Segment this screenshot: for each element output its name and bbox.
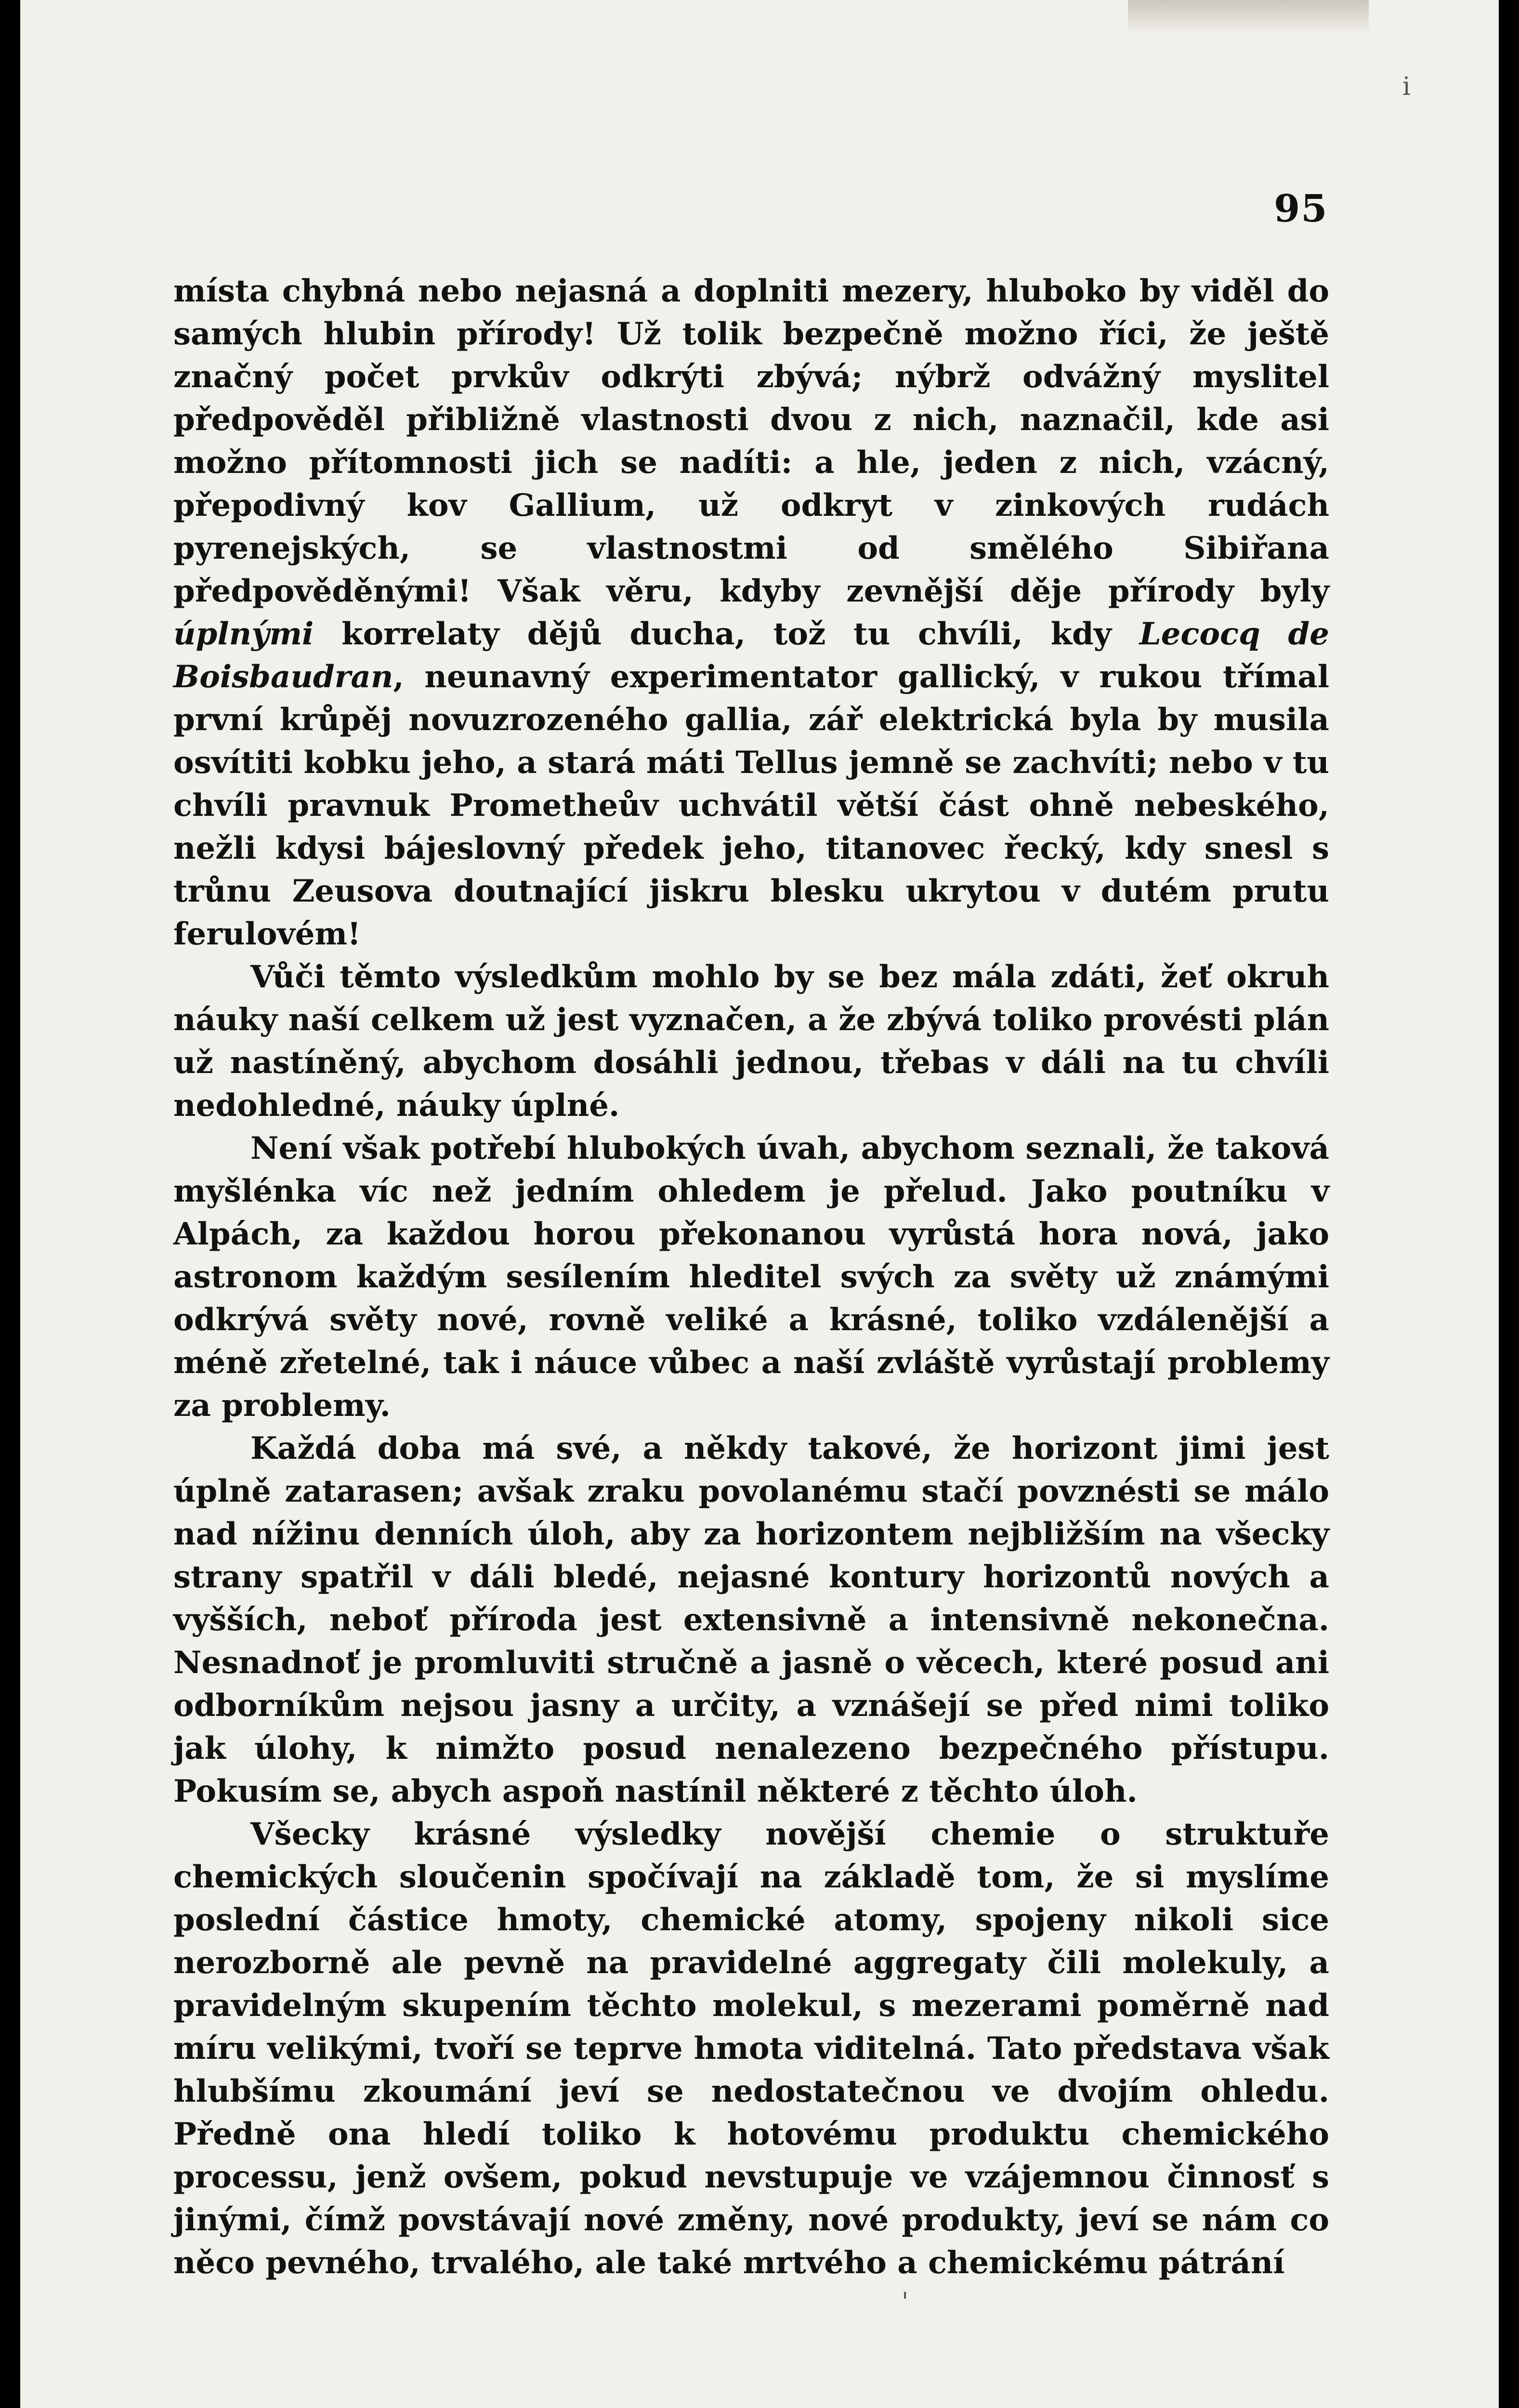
book-page — [20, 0, 1499, 2408]
paragraph — [173, 955, 1329, 1127]
paragraph-text: Není však potřebí hlubokých úvah, abychom seznali, že taková myšlénka víc než jedním ohledem je přelud. Jako poutníku v Alpách, za každou horou překonanou vyrůstá hora nová, jako astronom každým sesílením hleditel svých za světy už známými odkrývá světy nové, rovně veliké a krásné, toliko vzdálenější a méně zřetelné, tak i náuce vůbec a naší zvláště vyrůstají problemy za problemy. — [173, 1130, 1329, 1424]
paragraph-text: Každá doba má své, a někdy takové, že horizont jimi jest úplně zatarasen; avšak zraku povolanému stačí povznésti se málo nad nížinu denních úloh, aby za horizontem nejbližším na všecky strany spatřil v dáli bledé, nejasné kontury horizontů nových a vyšších, neboť příroda jest extensivně a intensivně nekonečna. Nesnadnoť je promluviti stručně a jasně o věcech, které posud ani odborníkům nejsou jasny a určity, a vznášejí se před nimi toliko jak úlohy, k nimžto posud nenalezeno bezpečného přístupu. Pokusím se, abych aspoň nastínil některé z těchto úloh. — [173, 1430, 1329, 1809]
scan-mark: ' — [902, 2288, 909, 2316]
paragraph-text: místa chybná nebo nejasná a doplniti mezery, hluboko by viděl do samých hlubin přírody! Už tolik bezpečně možno říci, že ještě značný počet prvkův odkrýti zbývá; nýbrž odvážný myslitel předpověděl přibližně vlastnosti dvou z nich, naznačil, kde asi možno přítomnosti jich se nadíti: a hle, jeden z nich, vzácný, přepodivný kov Gallium, už odkryt v zinkových rudách pyrenejských, se vlastnostmi od smělého Sibiřana předpověděnými! Však věru, kdyby zevnější děje přírody byly — [173, 273, 1329, 609]
italic-text: úplnými — [173, 616, 314, 652]
italic-text: Lecocq de Boisbaudran — [173, 616, 1330, 695]
paragraph-text: korrelaty dějů ducha, tož tu chvíli, kdy — [314, 616, 1139, 652]
paragraph — [173, 1127, 1329, 1427]
paragraph — [173, 1813, 1329, 2284]
scan-edge — [1128, 0, 1369, 34]
paragraph-text: Vůči těmto výsledkům mohlo by se bez mála zdáti, žeť okruh náuky naší celkem už jest vyznačen, a že zbývá toliko provésti plán už nastíněný, abychom dosáhli jednou, třebas v dáli na tu chvíli nedohledné, náuky úplné. — [173, 959, 1329, 1124]
paragraph-text: Všecky krásné výsledky novější chemie o struktuře chemických sloučenin spočívají na základě tom, že si myslíme poslední částice hmoty, chemické atomy, spojeny nikoli sice nerozborně ale pevně na pravidelné aggregaty čili molekuly, a pravidelným skupením těchto molekul, s mezerami poměrně nad míru velikými, tvoří se teprve hmota viditelná. Tato představa však hlubšímu zkoumání jeví se nedostatečnou ve dvojím ohledu. Předně ona hledí toliko k hotovému produktu chemického processu, jenž ovšem, pokud nevstupuje ve vzájemnou činnosť s jinými, čímž povstávají nové změny, nové produkty, jeví se nám co něco pevného, trvalého, ale také mrtvého a chemickému pátrání — [173, 1816, 1329, 2281]
paragraph — [173, 1427, 1329, 1813]
body-text — [173, 270, 1329, 2284]
paragraph-text: , neunavný experimentator gallický, v rukou třímal první krůpěj novuzrozeného gallia, zář elektrická byla by musila osvítiti kobku jeho, a stará máti Tellus jemně se zachvíti; nebo v tu chvíli pravnuk Prometheův uchvátil větší část ohně nebeského, nežli kdysi bájeslovný předek jeho, titanovec řecký, kdy snesl s trůnu Zeusova doutnající jiskru blesku ukrytou v dutém prutu ferulovém! — [173, 659, 1329, 952]
scan-mark: i — [1402, 72, 1411, 101]
page-number: 95 — [1274, 187, 1328, 231]
paragraph — [173, 270, 1329, 955]
